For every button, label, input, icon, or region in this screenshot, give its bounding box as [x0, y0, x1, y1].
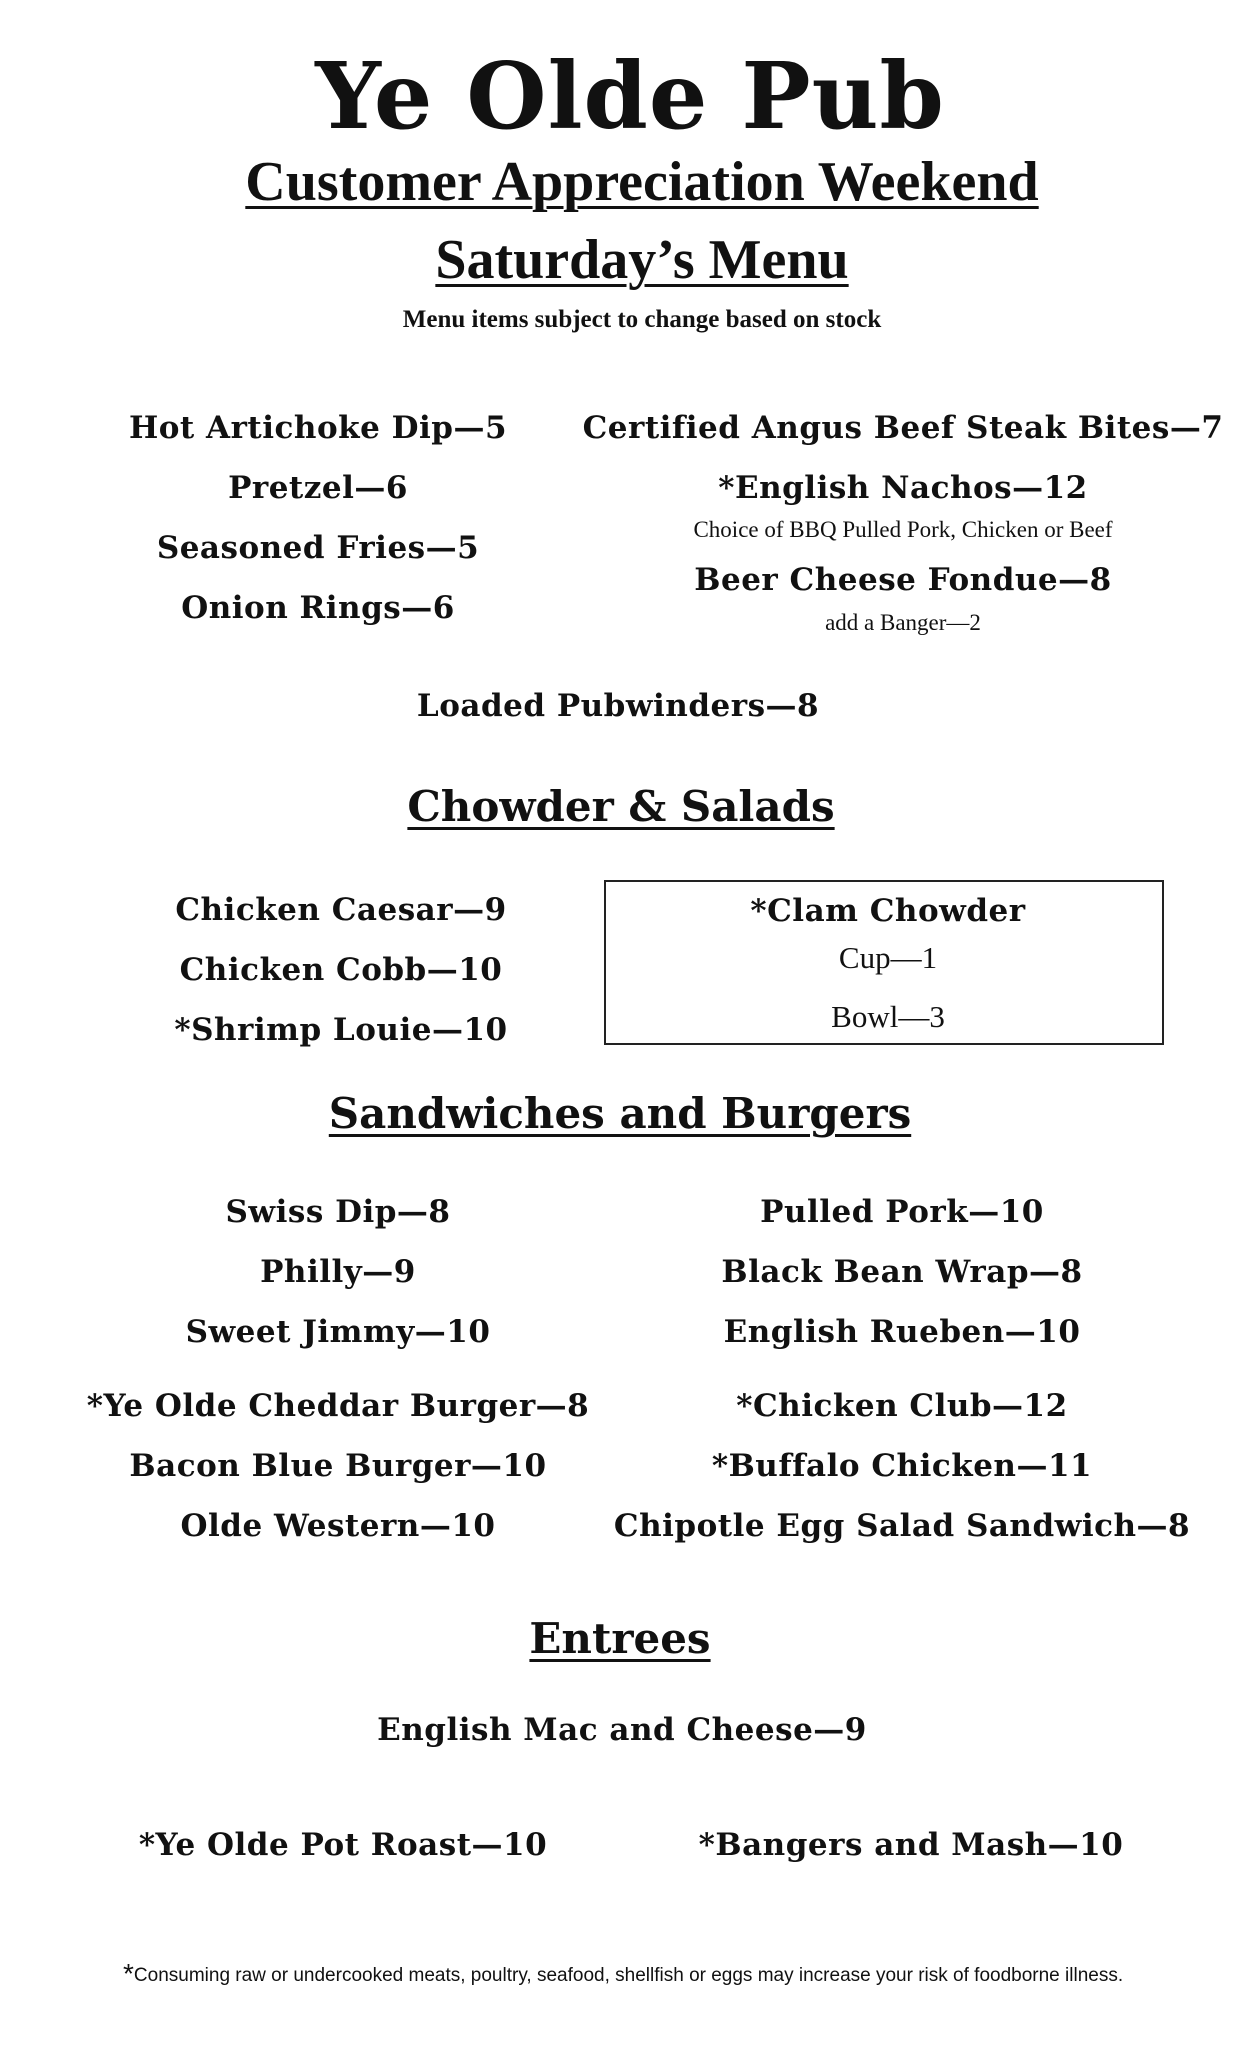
menu-item: Chicken Caesar—9: [175, 892, 507, 928]
menu-item: *Ye Olde Cheddar Burger—8: [86, 1388, 590, 1424]
menu-item: *English Nachos—12: [718, 470, 1088, 506]
menu-item: Certified Angus Beef Steak Bites—7: [582, 410, 1224, 446]
menu-item: Seasoned Fries—5: [156, 530, 480, 566]
menu-item: Black Bean Wrap—8: [721, 1254, 1083, 1290]
day-menu-title: Saturday’s Menu: [435, 229, 849, 291]
footnote-text: Consuming raw or undercooked meats, poultry, seafood, shellfish or eggs may increase your risk of foodborne illness.: [133, 1965, 1124, 1986]
menu-item: *Ye Olde Pot Roast—10: [138, 1827, 548, 1863]
menu-item: Pretzel—6: [228, 470, 408, 506]
footnote: [123, 1958, 1123, 1990]
menu-item: English Rueben—10: [723, 1314, 1081, 1350]
footnote-asterisk: *: [123, 1958, 134, 1989]
item-description: add a Banger—2: [825, 610, 981, 635]
stock-note: Menu items subject to change based on stock: [402, 306, 882, 333]
pub-title: Ye Olde Pub: [315, 42, 945, 150]
menu-item: English Mac and Cheese—9: [377, 1712, 867, 1748]
menu-item: Pulled Pork—10: [760, 1194, 1044, 1230]
menu-item: *Clam Chowder: [750, 893, 1026, 929]
menu-item: Onion Rings—6: [181, 590, 455, 626]
menu-item: *Buffalo Chicken—11: [711, 1448, 1093, 1484]
menu-item: Beer Cheese Fondue—8: [694, 562, 1112, 598]
menu-item: Sweet Jimmy—10: [185, 1314, 491, 1350]
menu-item: *Chicken Club—12: [736, 1388, 1068, 1424]
menu-item: *Shrimp Louie—10: [174, 1012, 508, 1048]
menu-item: Loaded Pubwinders—8: [416, 688, 820, 724]
menu-item: Olde Western—10: [180, 1508, 496, 1544]
menu-item: Chicken Cobb—10: [179, 952, 503, 988]
chowder-bowl-price: Bowl—3: [831, 999, 945, 1034]
menu-item: Chipotle Egg Salad Sandwich—8: [613, 1508, 1191, 1544]
event-title: Customer Appreciation Weekend: [245, 151, 1039, 213]
section-heading: Entrees: [529, 1614, 711, 1663]
chowder-cup-price: Cup—1: [838, 940, 938, 975]
menu-item: Swiss Dip—8: [225, 1194, 451, 1230]
section-heading: Chowder & Salads: [407, 782, 835, 831]
section-heading: Sandwiches and Burgers: [328, 1089, 912, 1138]
menu-item: *Bangers and Mash—10: [698, 1827, 1124, 1863]
menu-item: Bacon Blue Burger—10: [129, 1448, 547, 1484]
menu-item: Philly—9: [260, 1254, 416, 1290]
item-description: Choice of BBQ Pulled Pork, Chicken or Beef: [693, 517, 1113, 542]
menu-item: Hot Artichoke Dip—5: [128, 410, 508, 446]
